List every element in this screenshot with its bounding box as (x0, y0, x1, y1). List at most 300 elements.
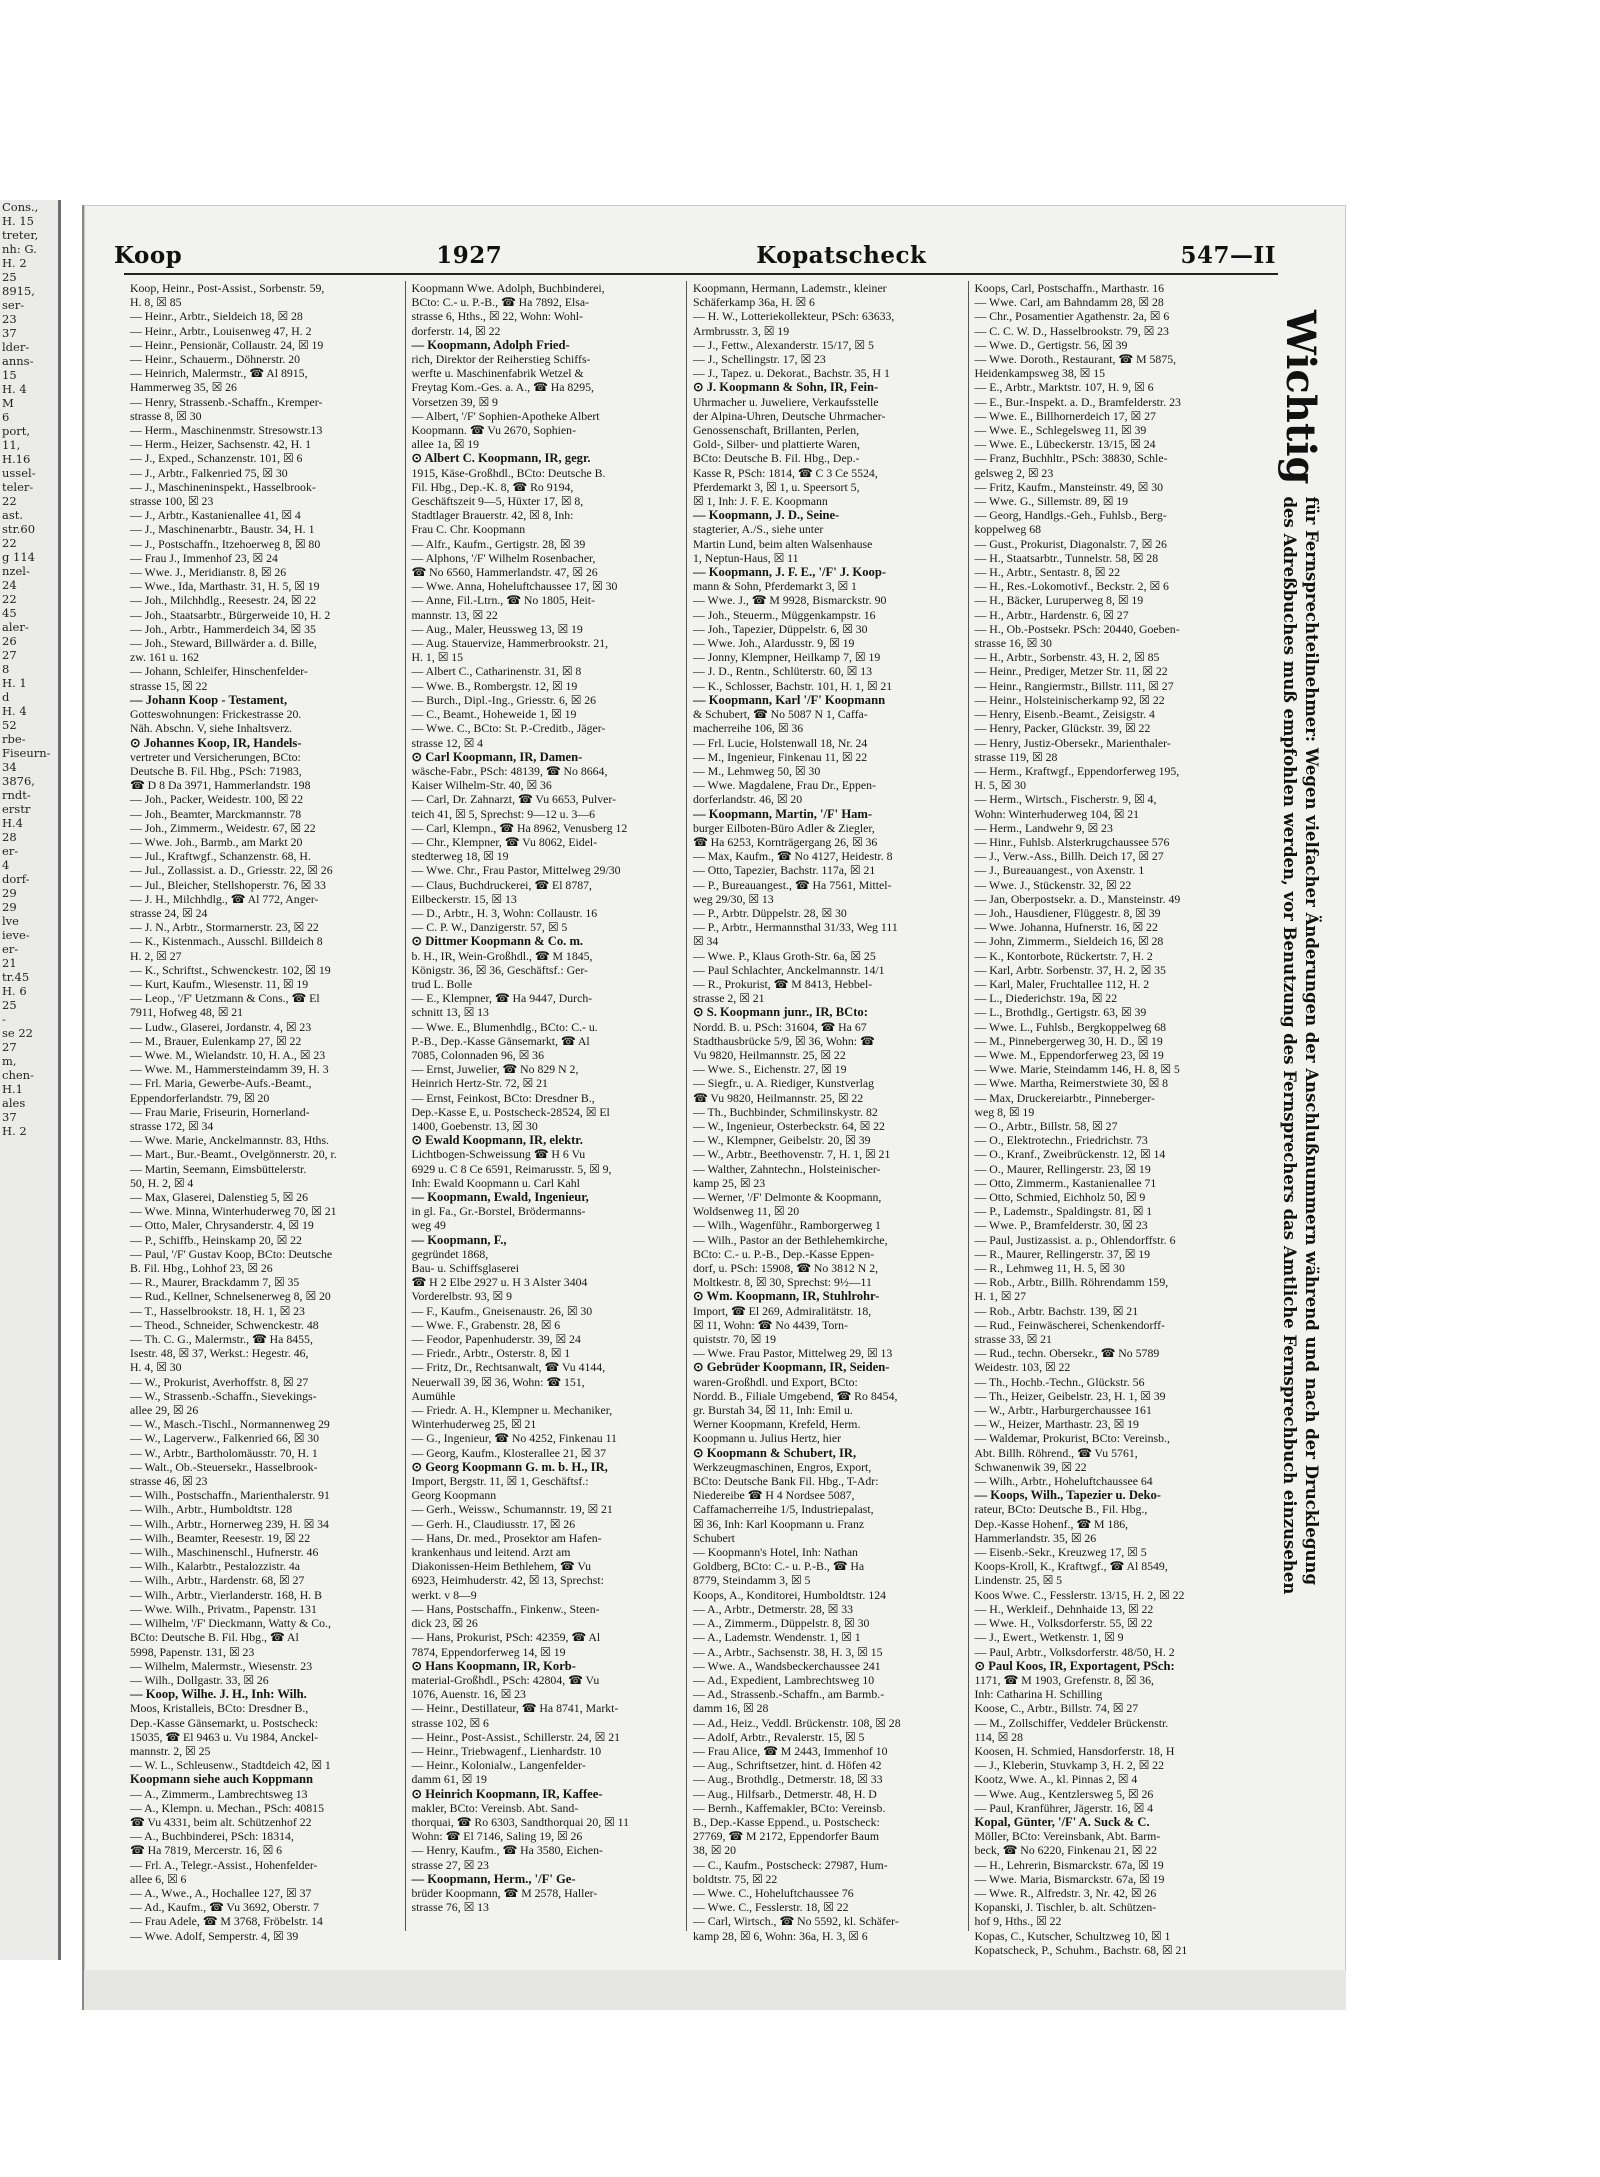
directory-entry-line: — Albert, '/F' Sophien-Apotheke Albert (411, 408, 600, 423)
directory-entry-line: Isestr. 48, ☒ 37, Werkst.: Hegestr. 46, (130, 1346, 309, 1361)
side-notice (1246, 310, 1322, 1960)
directory-entry-line: — Georg, Handlgs.-Geh., Fuhlsb., Berg- (974, 508, 1167, 523)
directory-entry-line: allee 29, ☒ 26 (130, 1403, 199, 1418)
directory-entry-line: — Frl. Lucie, Holstenwall 18, Nr. 24 (693, 735, 868, 750)
directory-entry-line: ☎ Vu 4331, beim alt. Schützenhof 22 (130, 1814, 312, 1829)
directory-entry-line: 1915, Käse-Großhdl., BCto: Deutsche B. (411, 465, 606, 480)
directory-entry-line: 1400, Goebenstr. 13, ☒ 30 (411, 1118, 538, 1133)
directory-entry-line: material-Großhdl., PSch: 42804, ☎ Vu (411, 1672, 600, 1687)
directory-entry-line: — C. C. W. D., Hasselbrookstr. 79, ☒ 23 (974, 323, 1169, 338)
directory-entry-line: — Koopmann, J. D., Seine- (693, 508, 840, 523)
directory-entry-line: — Alphons, '/F' Wilhelm Rosenbacher, (411, 550, 596, 565)
directory-entry-line: gelsweg 2, ☒ 23 (974, 465, 1054, 480)
directory-entry-line: strasse 16, ☒ 30 (974, 636, 1052, 651)
directory-entry-line: damm 61, ☒ 19 (411, 1772, 487, 1787)
directory-entry-line: — H., Bäcker, Luruperweg 8, ☒ 19 (974, 593, 1144, 608)
directory-entry-line: Wohn: Winterhuderweg 104, ☒ 21 (974, 806, 1140, 821)
directory-entry-line: Moltkestr. 8, ☒ 30, Sprechst: 9½—11 (693, 1275, 872, 1290)
directory-entry-line: mannstr. 2, ☒ 25 (130, 1743, 211, 1758)
directory-entry-line: 27769, ☎ M 2172, Eppendorfer Baum (693, 1829, 880, 1844)
directory-entry-line: brüder Koopmann, ☎ M 2578, Haller- (411, 1885, 598, 1900)
directory-entry-line: Abt. Billh. Röhrend., ☎ Vu 5761, (974, 1445, 1138, 1460)
directory-entry-line: allee 6, ☒ 6 (130, 1871, 187, 1886)
notice-line-1: für Fernsprechteilnehmer: Wegen vielfacher Änderungen der Anschlußnummern während und nach der Drucklegung (1302, 496, 1321, 1586)
directory-entry-line: — Wwe. B., Rombergstr. 12, ☒ 19 (411, 678, 578, 693)
directory-entry-line: — Mart., Bur.-Beamt., Ovelgönnerstr. 20, r. (130, 1147, 337, 1162)
directory-entry-line: Freytag Kom.-Ges. a. A., ☎ Ha 8295, (411, 380, 594, 395)
directory-entry-line: ☎ D 8 Da 3971, Hammerlandstr. 198 (130, 778, 311, 793)
directory-entry-line: Koopmann Wwe. Adolph, Buchbinderei, (411, 281, 605, 295)
directory-entry-line: — Johann, Schleifer, Hinschenfelder- (130, 664, 308, 679)
left-page-fragment: H.16 (2, 452, 31, 466)
directory-entry-line: H. 5, ☒ 30 (974, 778, 1027, 793)
directory-entry-line: — W., Heizer, Marthastr. 23, ☒ 19 (974, 1417, 1139, 1432)
directory-entry-line: — Frl. Maria, Gewerbe-Aufs.-Beamt., (130, 1076, 312, 1091)
directory-entry-line: — Wilh., Maschinenschl., Hufnerstr. 46 (130, 1545, 319, 1560)
directory-entry-line: strasse 102, ☒ 6 (411, 1715, 489, 1730)
directory-entry-line: strasse 119, ☒ 28 (974, 749, 1058, 764)
left-page-fragment: treter, (2, 228, 39, 242)
left-page-fragment: anns- (2, 354, 34, 368)
directory-entry-line: Wohn: ☎ El 7146, Saling 19, ☒ 26 (411, 1829, 583, 1844)
directory-entry-line: der Alpina-Uhren, Deutsche Uhrmacher- (693, 408, 886, 423)
directory-entry-line: Inh: Ewald Koopmann u. Carl Kahl (411, 1175, 580, 1190)
directory-entry-line: ⊙ Heinrich Koopmann, IR, Kaffee- (411, 1786, 603, 1801)
directory-entry-line: — Walt., Ob.-Steuersekr., Hasselbrook- (130, 1459, 318, 1474)
directory-entry-line: — Rob., Arbtr. Bachstr. 139, ☒ 21 (974, 1303, 1139, 1318)
directory-entry-line: — Martin, Seemann, Eimsbüttelerstr. (130, 1161, 307, 1176)
directory-entry-line: Koopmann, Hermann, Lademstr., kleiner (693, 281, 887, 295)
directory-entry-line: beck, ☎ No 6220, Finkenau 21, ☒ 22 (974, 1843, 1158, 1858)
directory-entry-line: — H., Lehrerin, Bismarckstr. 67a, ☒ 19 (974, 1857, 1164, 1872)
directory-entry-line: stagterier, A./S., siehe unter (693, 522, 824, 537)
directory-entry-line: Frau C. Chr. Koopmann (411, 522, 526, 537)
directory-entry-line: BCto: C.- u. P.-B., Dep.-Kasse Eppen- (693, 1246, 875, 1261)
directory-entry-line: Import, Bergstr. 11, ☒ 1, Geschäftsf.: (411, 1474, 589, 1489)
directory-entry-line: — Koopmann's Hotel, Inh: Nathan (693, 1545, 858, 1560)
directory-entry-line: ☒ 36, Inh: Karl Koopmann u. Franz (693, 1516, 865, 1531)
directory-entry-line: — Heinr., Rangiermstr., Billstr. 111, ☒ 27 (974, 678, 1174, 693)
directory-entry-line: waren-Großhdl. und Export, BCto: (693, 1374, 858, 1389)
directory-entry-line: ☒ 1, Inh: J. F. E. Koopmann (693, 494, 828, 509)
directory-entry-line: — Wwe. Magdalene, Frau Dr., Eppen- (693, 778, 876, 793)
directory-entry-line: Lichtbogen-Schweissung ☎ H 6 Vu (411, 1147, 586, 1162)
directory-entry-line: — D., Arbtr., H. 3, Wohn: Collaustr. 16 (411, 905, 598, 920)
directory-entry-line: — Henry, Justiz-Obersekr., Marienthaler- (974, 735, 1171, 750)
directory-entry-line: — Joh., Milchhdlg., Reesestr. 24, ☒ 22 (130, 593, 317, 608)
directory-entry-line: — Walther, Zahntechn., Holsteinischer- (693, 1161, 881, 1176)
left-page-fragment: 25 (2, 270, 17, 284)
directory-entry-line: — W., Strassenb.-Schaffn., Sievekings- (130, 1388, 317, 1403)
directory-entry-line: — Heinr., Arbtr., Sieldeich 18, ☒ 28 (130, 309, 303, 324)
directory-entry-line: & Schubert, ☎ No 5087 N 1, Caffa- (693, 707, 868, 722)
directory-entry-line: Stadthausbrücke 5/9, ☒ 36, Wohn: ☎ (693, 1033, 875, 1048)
directory-entry-line: BCto: Deutsche Bank Fil. Hbg., T-Adr: (693, 1474, 879, 1489)
directory-entry-line: — Otto, Schmied, Eichholz 50, ☒ 9 (974, 1190, 1146, 1204)
directory-entry-line: strasse 24, ☒ 24 (130, 905, 208, 920)
directory-entry-line: strasse 27, ☒ 23 (411, 1857, 489, 1872)
left-page-fragment: 15 (2, 368, 17, 382)
directory-entry-line: — J., Schellingstr. 17, ☒ 23 (693, 352, 826, 367)
left-page-fragment: 21 (2, 956, 17, 970)
directory-entry-line: — A., Arbtr., Detmerstr. 28, ☒ 33 (693, 1601, 853, 1616)
directory-entry-line: — K., Schriftst., Schwenckestr. 102, ☒ 19 (130, 962, 331, 977)
directory-entry-line: ☎ Vu 9820, Heilmannstr. 25, ☒ 22 (693, 1090, 864, 1105)
entry-columns (124, 281, 1249, 1957)
left-page-fragment: ast. (2, 508, 24, 522)
directory-entry-line: — Joh., Steward, Billwärder a. d. Bille, (130, 636, 317, 651)
directory-entry-line: — W., Ingenieur, Osterbeckstr. 64, ☒ 22 (693, 1118, 885, 1133)
directory-entry-line: — M., Ingenieur, Finkenau 11, ☒ 22 (693, 749, 868, 764)
directory-entry-line: kamp 28, ☒ 6, Wohn: 36a, H. 3, ☒ 6 (693, 1928, 868, 1943)
directory-entry-line: — Henry, Eisenb.-Beamt., Zeisigstr. 4 (974, 707, 1155, 722)
directory-entry-line: — Albert C., Catharinenstr. 31, ☒ 8 (411, 664, 582, 679)
directory-entry-line: — W., Arbtr., Bartholomäusstr. 70, H. 1 (130, 1445, 318, 1460)
directory-entry-line: — L., Diederichstr. 19a, ☒ 22 (974, 991, 1118, 1006)
directory-entry-line: ⊙ Wm. Koopmann, IR, Stuhlrohr- (693, 1289, 880, 1304)
directory-entry-line: — Koop, Wilhe. J. H., Inh: Wilh. (130, 1687, 307, 1702)
directory-entry-line: — W., Lagerverw., Falkenried 66, ☒ 30 (130, 1431, 320, 1446)
directory-entry-line: — Wwe. Adolf, Semperstr. 4, ☒ 39 (130, 1928, 299, 1943)
directory-entry-line: — Joh., Hausdiener, Flüggestr. 8, ☒ 39 (974, 905, 1161, 920)
directory-entry-line: — Koopmann, Adolph Fried- (411, 337, 570, 352)
directory-entry-line: dick 23, ☒ 26 (411, 1616, 478, 1631)
directory-entry-line: — Fritz, Dr., Rechtsanwalt, ☎ Vu 4144, (411, 1360, 606, 1375)
left-page-fragment: d (2, 690, 10, 704)
directory-entry-line: H. 2, ☒ 27 (130, 948, 182, 963)
directory-entry-line: strasse 76, ☒ 13 (411, 1900, 489, 1915)
directory-entry-line: — Wwe. M., Wielandstr. 10, H. A., ☒ 23 (130, 1047, 326, 1062)
left-page-fragment: ussel- (2, 466, 36, 480)
directory-entry-line: strasse 6, Hths., ☒ 22, Wohn: Wohl- (411, 309, 583, 324)
directory-entry-line: makler, BCto: Vereinsb. Abt. Sand- (411, 1800, 579, 1815)
directory-entry-line: — Frl. A., Telegr.-Assist., Hohenfelder- (130, 1857, 318, 1872)
directory-entry-line: strasse 33, ☒ 21 (974, 1332, 1052, 1347)
directory-entry-line: — J., Arbtr., Kastanienallee 41, ☒ 4 (130, 508, 301, 523)
directory-entry-line: 38, ☒ 20 (693, 1843, 737, 1858)
left-page-fragment: 22 (2, 494, 17, 508)
directory-entry-line: — J., Maschinenarbtr., Baustr. 34, H. 1 (130, 522, 315, 537)
directory-entry-line: — Wwe. R., Alfredstr. 3, Nr. 42, ☒ 26 (974, 1885, 1157, 1900)
left-page-fragment: aler- (2, 620, 29, 634)
directory-entry-line: — Herm., Landwehr 9, ☒ 23 (974, 820, 1113, 835)
directory-entry-line: — Frau J., Immenhof 23, ☒ 24 (130, 550, 278, 565)
running-header (114, 235, 1276, 269)
left-page-fragment: 29 (2, 886, 17, 900)
directory-entry-line: 1171, ☎ M 1903, Grefenstr. 8, ☒ 36, (974, 1672, 1154, 1687)
directory-entry-line: — Rob., Arbtr., Billh. Röhrendamm 159, (974, 1275, 1169, 1290)
directory-entry-line: wäsche-Fabr., PSch: 48139, ☎ No 8664, (411, 763, 608, 778)
directory-entry-line: Kopal, Günter, '/F' A. Suck & C. (974, 1814, 1150, 1829)
directory-entry-line: 6929 u. C 8 Ce 6591, Reimarusstr. 5, ☒ 9, (411, 1161, 612, 1176)
directory-entry-line: B., Dep.-Kasse Eppend., u. Postscheck: (693, 1814, 880, 1829)
directory-entry-line: — Chr., Klempner, ☎ Vu 8062, Eidel- (411, 834, 598, 849)
directory-entry-line: — J., Kleberin, Stuvkamp 3, H. 2, ☒ 22 (974, 1758, 1164, 1773)
left-page-fragment: str.60 (2, 522, 36, 536)
directory-entry-line: — Adolf, Arbtr., Revalerstr. 15, ☒ 5 (693, 1729, 865, 1744)
left-page-fragment: 23 (2, 312, 17, 326)
directory-entry-line: Caffamacherreihe 1/5, Industriepalast, (693, 1502, 874, 1517)
directory-entry-line: — Wwe. E., Schlegelsweg 11, ☒ 39 (974, 423, 1147, 438)
directory-entry-line: — Wilh., Arbtr., Humboldtstr. 128 (130, 1502, 293, 1517)
directory-entry-line: vertreter und Versicherungen, BCto: (130, 749, 301, 764)
directory-entry-line: — J., Verw.-Ass., Billh. Deich 17, ☒ 27 (974, 849, 1164, 864)
directory-entry-line: mannstr. 13, ☒ 22 (411, 607, 498, 622)
column-1 (124, 281, 406, 1943)
directory-entry-line: — Koopmann, Ewald, Ingenieur, (411, 1190, 589, 1204)
directory-entry-line: ☎ Ha 7819, Mercerstr. 16, ☒ 6 (130, 1843, 283, 1858)
directory-entry-line: Pferdemarkt 3, ☒ 1, u. Speersort 5, (693, 479, 860, 494)
directory-entry-line: — W., Arbtr., Harburgerchaussee 161 (974, 1403, 1152, 1418)
left-page-fragment: chen- (2, 1068, 34, 1082)
directory-entry-line: — Henry, Kaufm., ☎ Ha 3580, Eichen- (411, 1843, 603, 1858)
column-2 (406, 281, 688, 1931)
directory-entry-line: Schwanenwik 39, ☒ 22 (974, 1459, 1087, 1474)
directory-entry-line: — Heinr., Prediger, Metzer Str. 11, ☒ 22 (974, 664, 1168, 679)
directory-entry-line: 50, H. 2, ☒ 4 (130, 1175, 194, 1190)
directory-entry-line: — A., Lademstr. Wendenstr. 1, ☒ 1 (693, 1630, 861, 1645)
directory-entry-line: — Aug., Schriftsetzer, hint. d. Höfen 42 (693, 1758, 882, 1773)
directory-entry-line: kamp 25, ☒ 23 (693, 1175, 766, 1190)
directory-entry-line: — John, Zimmerm., Sieldeich 16, ☒ 28 (974, 934, 1164, 949)
directory-entry-line: — J. D., Rentn., Schlüterstr. 60, ☒ 13 (693, 664, 873, 679)
left-page-fragment: 22 (2, 536, 17, 550)
directory-entry-line: — Paul, Justizassist. a. p., Ohlendorffstr. 6 (974, 1232, 1176, 1247)
directory-entry-line: — P., Schiffb., Heinskamp 20, ☒ 22 (130, 1232, 302, 1247)
directory-entry-line: strasse 2, ☒ 21 (693, 991, 765, 1006)
directory-entry-line: B. Fil. Hbg., Lohhof 23, ☒ 26 (130, 1261, 273, 1276)
directory-entry-line: — Wwe. D., Gertigstr. 56, ☒ 39 (974, 337, 1128, 352)
directory-entry-line: Inh: Catharina H. Schilling (974, 1687, 1103, 1702)
left-page-fragment: 27 (2, 648, 17, 662)
directory-entry-line: Dep.-Kasse E, u. Postscheck-28524, ☒ El (411, 1104, 610, 1119)
directory-entry-line: — Wwe. E., Lübeckerstr. 13/15, ☒ 24 (974, 437, 1156, 452)
directory-entry-line: 5998, Papenstr. 131, ☒ 23 (130, 1644, 255, 1659)
directory-entry-line: — Jul., Kraftwgf., Schanzenstr. 68, H. (130, 849, 311, 864)
directory-entry-line: — Feodor, Papenhuderstr. 39, ☒ 24 (411, 1332, 581, 1347)
directory-entry-line: — Joh., Steuerm., Müggenkampstr. 16 (693, 607, 876, 622)
left-page-fragment: 4 (2, 858, 10, 872)
directory-entry-line: — Koopmann, Martin, '/F' Ham- (693, 806, 873, 821)
left-page-strip (0, 200, 61, 1960)
directory-entry-line: — Ad., Heiz., Veddl. Brückenstr. 108, ☒ 28 (693, 1715, 901, 1730)
directory-entry-line: H. 1, ☒ 15 (411, 650, 464, 665)
directory-entry-line: ☎ H 2 Elbe 2927 u. H 3 Alster 3404 (411, 1275, 588, 1290)
directory-entry-line: — Wilh., Arbtr., Hoheluftchaussee 64 (974, 1474, 1153, 1489)
left-page-fragment: 25 (2, 998, 17, 1012)
directory-entry-line: Genossenschaft, Brillanten, Perlen, (693, 423, 860, 438)
directory-entry-line: macherreihe 106, ☒ 36 (693, 721, 804, 736)
directory-entry-line: — H., Ob.-Postsekr. PSch: 20440, Goeben- (974, 621, 1180, 636)
header-left-word: Koop (114, 242, 183, 269)
left-page-fragment: er- (2, 844, 19, 858)
directory-entry-line: — A., Zimmerm., Lambrechtsweg 13 (130, 1786, 308, 1801)
directory-entry-line: — Hans, Dr. med., Prosektor am Hafen- (411, 1530, 602, 1545)
directory-entry-line: — Wwe. Joh., Alardusstr. 9, ☒ 19 (693, 636, 855, 651)
directory-entry-line: — O., Maurer, Rellingerstr. 23, ☒ 19 (974, 1161, 1151, 1176)
directory-entry-line: 114, ☒ 28 (974, 1729, 1023, 1744)
directory-entry-line: Stadtlager Brauerstr. 42, ☒ 8, Inh: (411, 508, 574, 523)
directory-entry-line: — Wwe. Marie, Anckelmannstr. 83, Hths. (130, 1133, 329, 1148)
directory-entry-line: — Wilh., Pastor an der Bethlehemkirche, (693, 1232, 888, 1247)
directory-entry-line: — A., Zimmerm., Düppelstr. 8, ☒ 30 (693, 1616, 870, 1631)
directory-entry-line: — C. P. W., Danzigerstr. 57, ☒ 5 (411, 920, 568, 935)
directory-entry-line: — Otto, Maler, Chrysanderstr. 4, ☒ 19 (130, 1218, 314, 1233)
directory-entry-line: Heidenkampsweg 38, ☒ 15 (974, 366, 1105, 381)
left-page-fragment: rndt- (2, 788, 31, 802)
left-page-fragment: 27 (2, 1040, 17, 1054)
directory-entry-line: ⊙ J. Koopmann & Sohn, IR, Fein- (693, 380, 879, 395)
left-page-fragment: 11, (2, 438, 21, 452)
directory-entry-line: — Aug., Hilfsarb., Detmerstr. 48, H. D (693, 1786, 877, 1801)
directory-entry-line: Gold-, Silber- und plattierte Waren, (693, 437, 860, 452)
directory-entry-line: — Gerh. H., Claudiusstr. 17, ☒ 26 (411, 1516, 576, 1531)
directory-entry-line: — Leop., '/F' Uetzmann & Cons., ☎ El (130, 991, 320, 1006)
directory-entry-line: — Paul Schlachter, Anckelmannstr. 14/1 (693, 962, 885, 977)
directory-entry-line: — Wilh., Arbtr., Hornerweg 239, H. ☒ 34 (130, 1516, 329, 1531)
directory-entry-line: werfte u. Maschinenfabrik Wetzel & (411, 366, 584, 381)
directory-entry-line: ⊙ Paul Koos, IR, Exportagent, PSch: (974, 1658, 1175, 1673)
directory-entry-line: strasse 46, ☒ 23 (130, 1474, 208, 1489)
directory-entry-line: — Wwe. J., ☎ M 9928, Bismarckstr. 90 (693, 593, 887, 608)
directory-entry-line: — Th., Buchbinder, Schmilinskystr. 82 (693, 1104, 878, 1119)
directory-entry-line: strasse 8, ☒ 30 (130, 408, 202, 423)
directory-entry-line: Armbrusstr. 3, ☒ 19 (693, 323, 790, 338)
directory-entry-line: ⊙ Albert C. Koopmann, IR, gegr. (411, 451, 591, 466)
directory-entry-line: — Herm., Maschinenmstr. Stresowstr.13 (130, 423, 323, 438)
directory-entry-line: — Carl, Klempn., ☎ Ha 8962, Venusberg 12 (411, 820, 628, 835)
directory-entry-line: rich, Direktor der Reiherstieg Schiffs- (411, 352, 591, 367)
directory-entry-line: Schäferkamp 36a, H. ☒ 6 (693, 295, 815, 310)
left-page-fragment: rbe- (2, 732, 26, 746)
left-page-fragment: H. 6 (2, 984, 27, 998)
directory-entry-line: — Wilh., Postschaffn., Marienthalerstr. 91 (130, 1488, 330, 1503)
directory-entry-line: — Friedr., Arbtr., Osterstr. 8, ☒ 1 (411, 1346, 571, 1361)
directory-entry-line: — Paul, Arbtr., Volksdorferstr. 48/50, H. 2 (974, 1644, 1175, 1659)
directory-entry-line: — M., Zollschiffer, Veddeler Brückenstr. (974, 1715, 1169, 1730)
directory-entry-line: — Wwe. M., Hammersteindamm 39, H. 3 (130, 1062, 329, 1077)
left-page-fragment: nh: G. (2, 242, 37, 256)
directory-entry-line: Weidestr. 103, ☒ 22 (974, 1360, 1071, 1375)
directory-entry-line: ☒ 11, Wohn: ☎ No 4439, Torn- (693, 1317, 849, 1332)
directory-entry-line: — Aug. Stauervize, Hammerbrookstr. 21, (411, 636, 609, 651)
directory-entry-line: — Heinr., Arbtr., Louisenweg 47, H. 2 (130, 323, 312, 338)
directory-entry-line: ⊙ Koopmann & Schubert, IR, (693, 1445, 857, 1460)
directory-entry-line: — Jan, Oberpostsekr. a. D., Mansteinstr. 49 (974, 891, 1181, 906)
directory-entry-line: 6923, Heimhuderstr. 42, ☒ 13, Sprechst: (411, 1573, 604, 1588)
directory-entry-line: dorferstr. 14, ☒ 22 (411, 323, 501, 338)
directory-entry-line: — Th., Heizer, Geibelstr. 23, H. 1, ☒ 39 (974, 1388, 1166, 1403)
directory-entry-line: — O., Kranf., Zweibrückenstr. 12, ☒ 14 (974, 1147, 1166, 1162)
directory-entry-line: Vu 9820, Heilmannstr. 25, ☒ 22 (693, 1047, 846, 1062)
directory-entry-line: — H., Res.-Lokomotivf., Beckstr. 2, ☒ 6 (974, 579, 1169, 594)
directory-entry-line: Woldsenweg 11, ☒ 20 (693, 1204, 800, 1219)
directory-entry-line: — L., Brothdlg., Gertigstr. 63, ☒ 39 (974, 1005, 1147, 1020)
directory-entry-line: — Heinr., Pensionär, Collaustr. 24, ☒ 19 (130, 337, 324, 352)
left-page-fragment: H.4 (2, 816, 24, 830)
directory-entry-line: — Wwe. J., Stückenstr. 32, ☒ 22 (974, 877, 1132, 892)
directory-entry-line: — Wwe. P., Bramfelderstr. 30, ☒ 23 (974, 1218, 1148, 1233)
directory-entry-line: Goldberg, BCto: C.- u. P.-B., ☎ Ha (693, 1559, 865, 1574)
directory-entry-line: damm 16, ☒ 28 (693, 1701, 769, 1716)
directory-entry-line: — Rud., Kellner, Schnelsenerweg 8, ☒ 20 (130, 1289, 331, 1304)
notice-title: Wichtig (1277, 310, 1324, 485)
directory-entry-line: — Joh., Zimmerm., Weidestr. 67, ☒ 22 (130, 820, 316, 835)
directory-entry-line: Koose, C., Arbtr., Billstr. 74, ☒ 27 (974, 1701, 1139, 1716)
directory-entry-line: Koopmann siehe auch Koppmann (130, 1772, 314, 1787)
directory-entry-line: — Wwe. J., Meridianstr. 8, ☒ 26 (130, 565, 287, 580)
left-page-fragment: 28 (2, 830, 17, 844)
directory-entry-line: H. 8, ☒ 85 (130, 295, 182, 310)
directory-entry-line: — Wwe. E., Billhornerdeich 17, ☒ 27 (974, 408, 1156, 423)
directory-entry-line: — O., Arbtr., Billstr. 58, ☒ 27 (974, 1118, 1118, 1133)
directory-entry-line: — Wwe. Frau Pastor, Mittelweg 29, ☒ 13 (693, 1346, 893, 1361)
directory-entry-line: teich 41, ☒ 5, Sprechst: 9—12 u. 3—6 (411, 806, 596, 821)
directory-entry-line: quiststr. 70, ☒ 19 (693, 1332, 777, 1347)
left-page-fragment: M (2, 396, 14, 410)
directory-entry-line: Koopmann u. Julius Hertz, hier (693, 1431, 842, 1446)
left-page-fragment: 34 (2, 760, 17, 774)
directory-entry-line: — J., Tapez. u. Dekorat., Bachstr. 35, H 1 (693, 366, 890, 381)
directory-entry-line: H. 1, ☒ 27 (974, 1289, 1027, 1304)
directory-entry-line: — Ad., Strassenb.-Schaffn., am Barmb.- (693, 1687, 885, 1702)
directory-entry-line: — Joh., Staatsarbtr., Bürgerweide 10, H. 2 (130, 607, 331, 622)
left-page-fragment: H. 2 (2, 256, 27, 270)
directory-entry-line: rateur, BCto: Deutsche B., Fil. Hbg., (974, 1502, 1148, 1517)
directory-entry-line: BCto: Deutsche B. Fil. Hbg., Dep.- (693, 451, 860, 466)
directory-entry-line: — Wilh., Arbtr., Vierlanderstr. 168, H. B (130, 1587, 323, 1602)
directory-entry-line: — O., Elektrotechn., Friedrichstr. 73 (974, 1133, 1148, 1148)
directory-entry-line: ☎ No 6560, Hammerlandstr. 47, ☒ 26 (411, 565, 598, 580)
left-page-fragment: 8 (2, 662, 10, 676)
directory-entry-line: Werkzeugmaschinen, Engros, Export, (693, 1459, 872, 1474)
directory-entry-line: stedterweg 18, ☒ 19 (411, 849, 509, 864)
directory-entry-line: — Jonny, Klempner, Heilkamp 7, ☒ 19 (693, 650, 881, 665)
directory-entry-line: — Wwe. L., Fuhlsb., Bergkoppelweg 68 (974, 1019, 1167, 1034)
directory-entry-line: — Wwe. Aug., Kentzlersweg 5, ☒ 26 (974, 1786, 1154, 1801)
directory-entry-line: — Koops, Wilh., Tapezier u. Deko- (974, 1488, 1161, 1503)
directory-entry-line: koppelweg 68 (974, 522, 1042, 537)
directory-entry-line: — Wwe. F., Grabenstr. 28, ☒ 6 (411, 1317, 561, 1332)
column-3 (687, 281, 969, 1943)
directory-entry-line: Aumühle (411, 1388, 456, 1403)
directory-entry-line: Königstr. 36, ☒ 36, Geschäftsf.: Ger- (411, 962, 588, 977)
directory-entry-line: — H., Werkleif., Dehnhaide 13, ☒ 22 (974, 1601, 1154, 1616)
directory-entry-line: mann & Sohn, Pferdemarkt 3, ☒ 1 (693, 579, 857, 594)
directory-entry-line: P.-B., Dep.-Kasse Gänsemarkt, ☎ Al (411, 1033, 590, 1048)
directory-entry-line: — Aug., Maler, Heussweg 13, ☒ 19 (411, 621, 583, 636)
directory-entry-line: — Ad., Expedient, Lambrechtsweg 10 (693, 1672, 875, 1687)
directory-page (82, 205, 1346, 2010)
directory-entry-line: — P., Arbtr. Düppelstr. 28, ☒ 30 (693, 905, 847, 920)
directory-entry-line: — Wwe. C., Fesslerstr. 18, ☒ 22 (693, 1900, 849, 1915)
directory-entry-line: Nordd. B., Filiale Umgebend, ☎ Ro 8454, (693, 1388, 898, 1403)
directory-entry-line: — Paul, '/F' Gustav Koop, BCto: Deutsche (130, 1246, 333, 1261)
left-page-fragment: lder- (2, 340, 30, 354)
directory-entry-line: — Wwe., Ida, Marthastr. 31, H. 5, ☒ 19 (130, 579, 320, 594)
directory-entry-line: — Heinr., Post-Assist., Schillerstr. 24, ☒ 21 (411, 1729, 621, 1744)
directory-entry-line: — Frau Adele, ☎ M 3768, Fröbelstr. 14 (130, 1914, 323, 1929)
directory-entry-line: BCto: Deutsche B. Fil. Hbg., ☎ Al (130, 1630, 299, 1645)
directory-entry-line: — Wwe. C., Hoheluftchaussee 76 (693, 1885, 854, 1900)
directory-entry-line: — A., Buchbinderei, PSch: 18314, (130, 1829, 294, 1844)
directory-entry-line: — Wwe. Carl, am Bahndamm 28, ☒ 28 (974, 295, 1164, 310)
directory-entry-line: — K., Kistenmach., Ausschl. Billdeich 8 (130, 934, 323, 949)
directory-entry-line: — J. H., Milchhdlg., ☎ Al 772, Anger- (130, 891, 319, 906)
directory-entry-line: — Gerh., Weissw., Schumannstr. 19, ☒ 21 (411, 1502, 613, 1517)
directory-entry-line: Koops, A., Konditorei, Humboldtstr. 124 (693, 1587, 887, 1602)
header-rule (124, 273, 1278, 275)
